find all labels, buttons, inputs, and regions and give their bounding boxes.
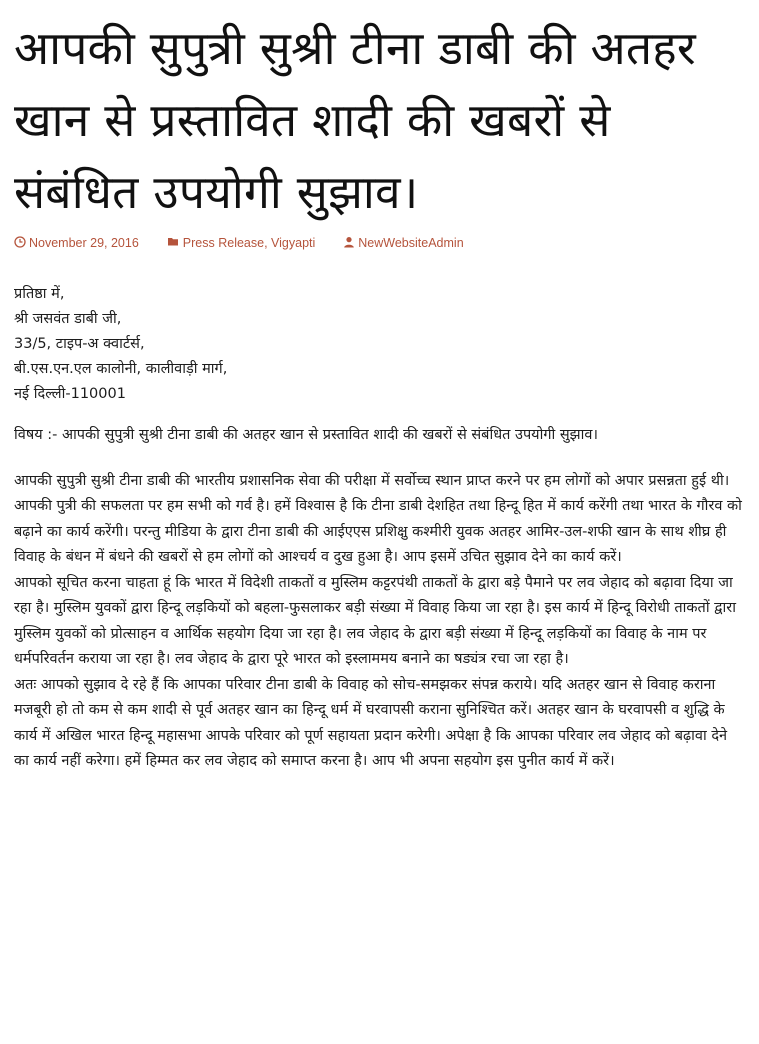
post-author-text[interactable]: NewWebsiteAdmin xyxy=(358,236,464,250)
address-line: श्री जसवंत डाबी जी, xyxy=(14,311,122,327)
user-icon xyxy=(343,236,358,251)
post-date-text[interactable]: November 29, 2016 xyxy=(29,236,139,250)
post-author[interactable] xyxy=(343,236,463,251)
address-line: 33/5, टाइप-अ क्वार्टर्स, xyxy=(14,336,145,352)
post-categories-text[interactable]: Press Release, Vigyapti xyxy=(182,236,316,250)
post-date[interactable] xyxy=(14,236,139,251)
letter-body xyxy=(14,282,746,775)
letter-paragraphs xyxy=(14,469,746,775)
folder-icon xyxy=(167,236,183,250)
post-meta xyxy=(14,232,746,254)
post-categories[interactable] xyxy=(167,236,315,250)
address-line: बी.एस.एन.एल कालोनी, कालीवाड़ी मार्ग, xyxy=(14,361,228,377)
address-line: नई दिल्ली-110001 xyxy=(14,386,126,402)
post-title: आपकी सुपुत्री सुश्री टीना डाबी की अतहर खान से प्रस्तावित शादी की खबरों से संबंधित उपयोगी सुझाव। xyxy=(14,21,696,219)
letter-address xyxy=(14,282,746,407)
post-article xyxy=(14,12,746,775)
address-line: प्रतिष्ठा में, xyxy=(14,286,65,302)
letter-subject: विषय :- आपकी सुपुत्री सुश्री टीना डाबी की अतहर खान से प्रस्तावित शादी की खबरों से संबंधित उपयोगी सुझाव। xyxy=(14,427,598,443)
letter-paragraph: आपकी सुपुत्री सुश्री टीना डाबी की भारतीय प्रशासनिक सेवा की परीक्षा में सर्वोच्च स्थान प्राप्त करने पर हम लोगों को अपार प्रसन्नता हुई थी। आपकी पुत्री की सफलता पर हम सभी को गर्व है। हमें विश्वास है कि टीना डाबी देशहित तथा हिन्दू हित में कार्य करेंगी तथा भारत के गौरव को बढ़ाने का कार्य करेंगी। परन्तु मीडिया के द्वारा टीना डाबी की आईएएस प्रशिक्षु कश्मीरी युवक अतहर आमिर-उल-शफी खान के साथ शीघ्र ही विवाह के बंधन में बंधने की खबरों से हम लोगों को आश्चर्य व दुख हुआ है। आप इसमें उचित सुझाव देने का कार्य करें। xyxy=(14,472,742,565)
letter-paragraph: आपको सूचित करना चाहता हूं कि भारत में विदेशी ताकतों व मुस्लिम कट्टरपंथी ताकतों के द्वारा बड़े पैमाने पर लव जेहाद को बढ़ावा दिया जा रहा है। मुस्लिम युवकों द्वारा हिन्दू लड़कियों को बहला-फुसलाकर बड़ी संख्या में विवाह किया जा रहा है। इस कार्य में हिन्दू विरोधी ताकतों द्वारा मुस्लिम युवकों को प्रोत्साहन व आर्थिक सहयोग दिया जा रहा है। लव जेहाद के द्वारा बड़ी संख्या में हिन्दू लड़कियों का विवाह के नाम पर धर्मपरिवर्तन कराया जा रहा है। लव जेहाद के द्वारा पूरे भारत को इस्लाममय बनाने का षड्यंत्र रचा जा रहा है। xyxy=(14,574,736,667)
clock-icon xyxy=(14,236,29,251)
letter-paragraph: अतः आपको सुझाव दे रहे हैं कि आपका परिवार टीना डाबी के विवाह को सोच-समझकर संपन्न कराये। यदि अतहर खान से विवाह कराना मजबूरी हो तो कम से कम शादी से पूर्व अतहर खान का हिन्दू धर्म में घरवापसी कराना सुनिश्चित करें। अतहर खान के घरवापसी व शुद्धि के कार्य में अखिल भारत हिन्दू महासभा आपके परिवार को पूर्ण सहायता प्रदान करेगी। अपेक्षा है कि आपका परिवार लव जेहाद को बढ़ावा देने का कार्य नहीं करेगा। हमें हिम्मत कर लव जेहाद को समाप्त करना है। आप भी अपना सहयोग इस पुनीत कार्य में करें। xyxy=(14,676,728,769)
